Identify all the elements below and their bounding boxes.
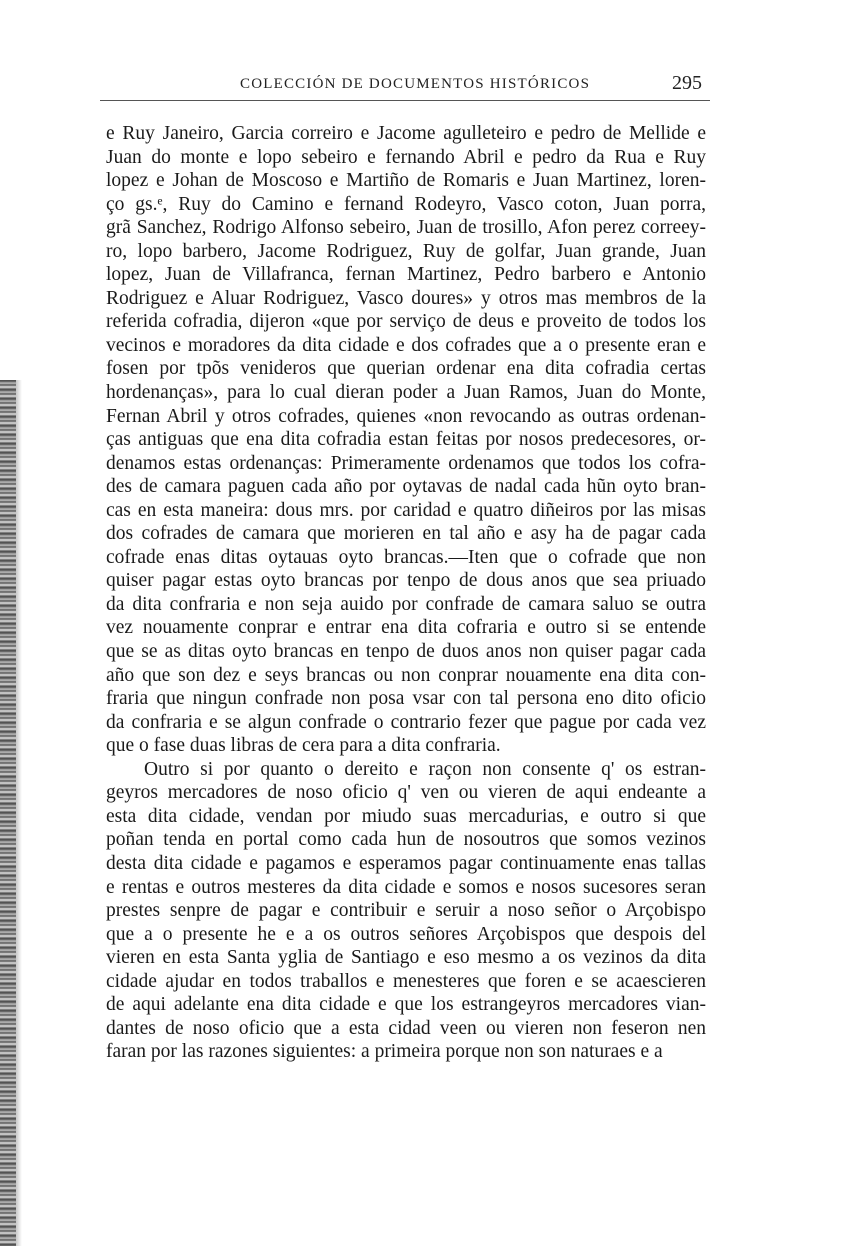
text-line: que a o presente he e a os outros señores Arçobispos que despois del: [106, 923, 706, 945]
text-line: cas en esta maneira: dous mrs. por caridad e quatro diñeiros por las misas: [106, 499, 706, 521]
text-line: año que son dez e seys brancas ou non conprar nouamente ena dita con-: [106, 664, 706, 686]
text-line: des de camara paguen cada año por oytavas de nadal cada hũn oyto bran-: [106, 476, 706, 498]
text-line: Fernan Abril y otros cofrades, quienes «non revocando as outras ordenan-: [106, 405, 706, 427]
body-text: [106, 122, 706, 1064]
text-line: ro, lopo barbero, Jacome Rodriguez, Ruy de golfar, Juan grande, Juan: [106, 240, 706, 262]
text-line: denamos estas ordenanças: Primeramente ordenamos que todos los cofra-: [106, 452, 706, 474]
paragraph: [106, 758, 706, 1064]
text-line: que o fase duas libras de cera para a dita confraria.: [106, 735, 501, 757]
text-line: Rodriguez e Aluar Rodriguez, Vasco doures» y otros mas membros de la: [106, 287, 706, 309]
text-line: e rentas e outros mesteres da dita cidade e somos e nosos sucesores seran: [106, 876, 706, 898]
text-line: grã Sanchez, Rodrigo Alfonso sebeiro, Juan de trosillo, Afon perez correey-: [106, 217, 706, 239]
text-line: fraria que ningun confrade non posa vsar con tal persona eno dito oficio: [106, 688, 706, 710]
text-line: esta dita cidade, vendan por miudo suas mercadurias, e outro si que: [106, 805, 706, 827]
text-line: prestes senpre de pagar e contribuir e seruir a noso señor o Arçobispo: [106, 900, 706, 922]
binding-edge: [0, 380, 16, 1246]
text-line: que se as ditas oyto brancas en tenpo de duos anos non quiser pagar cada: [106, 641, 706, 663]
text-line: desta dita cidade e pagamos e esperamos pagar continuamente enas tallas: [106, 852, 706, 874]
page-number: 295: [672, 72, 702, 94]
text-line: cidade ajudar en todos traballos e menesteres que foren e se acaescieren: [106, 970, 706, 992]
paragraph: [106, 122, 706, 758]
running-head-title: COLECCIÓN DE DOCUMENTOS HISTÓRICOS: [240, 76, 591, 92]
text-line: dantes de noso oficio que a esta cidad veen ou vieren non feseron nen: [106, 1017, 706, 1039]
text-line: vieren en esta Santa yglia de Santiago e eso mesmo a os vezinos da dita: [106, 947, 706, 969]
text-line: poñan tenda en portal como cada hun de nosoutros que somos vezinos: [106, 829, 706, 851]
text-line: vecinos e moradores da dita cidade e dos cofrades que a o presente eran e: [106, 334, 706, 356]
text-line: ças antiguas que ena dita cofradia estan feitas por nosos predecesores, or-: [106, 429, 706, 451]
text-line: hordenanças», para lo cual dieran poder a Juan Ramos, Juan do Monte,: [106, 382, 706, 404]
text-line: geyros mercadores de noso oficio q' ven ou vieren de aqui endeante a: [106, 782, 706, 804]
running-head: [100, 72, 710, 101]
text-line: Outro si por quanto o dereito e raçon non consente q' os estran-: [144, 758, 706, 780]
text-line: cofrade enas ditas oytauas oyto brancas.—Iten que o cofrade que non: [106, 546, 706, 568]
text-line: fosen por tpõs venideros que querian ordenar ena dita cofradia certas: [106, 358, 706, 380]
text-line: e Ruy Janeiro, Garcia correiro e Jacome agulleteiro e pedro de Mellide e: [106, 123, 706, 144]
text-line: referida cofradia, dijeron «que por serviço de deus e proveito de todos los: [106, 311, 706, 333]
text-line: ço gs.ᵉ, Ruy do Camino e fernand Rodeyro, Vasco coton, Juan porra,: [106, 193, 706, 215]
text-line: dos cofrades de camara que morieren en tal año e asy ha de pagar cada: [106, 523, 706, 545]
text-line: vez nouamente conprar e entrar ena dita cofraria e outro si se entende: [106, 617, 706, 639]
text-line: faran por las razones siguientes: a primeira porque non son naturaes e a: [106, 1041, 663, 1063]
text-line: lopez, Juan de Villafranca, fernan Martinez, Pedro barbero e Antonio: [106, 264, 706, 286]
text-line: de aqui adelante ena dita cidade e que los estrangeyros mercadores vian-: [106, 994, 706, 1016]
text-line: lopez e Johan de Moscoso e Martiño de Romaris e Juan Martinez, loren-: [106, 170, 706, 192]
text-line: da confraria e se algun confrade o contrario fezer que pague por cada vez: [106, 711, 706, 733]
text-line: Juan do monte e lopo sebeiro e fernando Abril e pedro da Rua e Ruy: [106, 146, 706, 168]
text-line: da dita confraria e non seja auido por confrade de camara saluo se outra: [106, 593, 706, 615]
text-line: quiser pagar estas oyto brancas por tenpo de dous anos que sea priuado: [106, 570, 706, 592]
